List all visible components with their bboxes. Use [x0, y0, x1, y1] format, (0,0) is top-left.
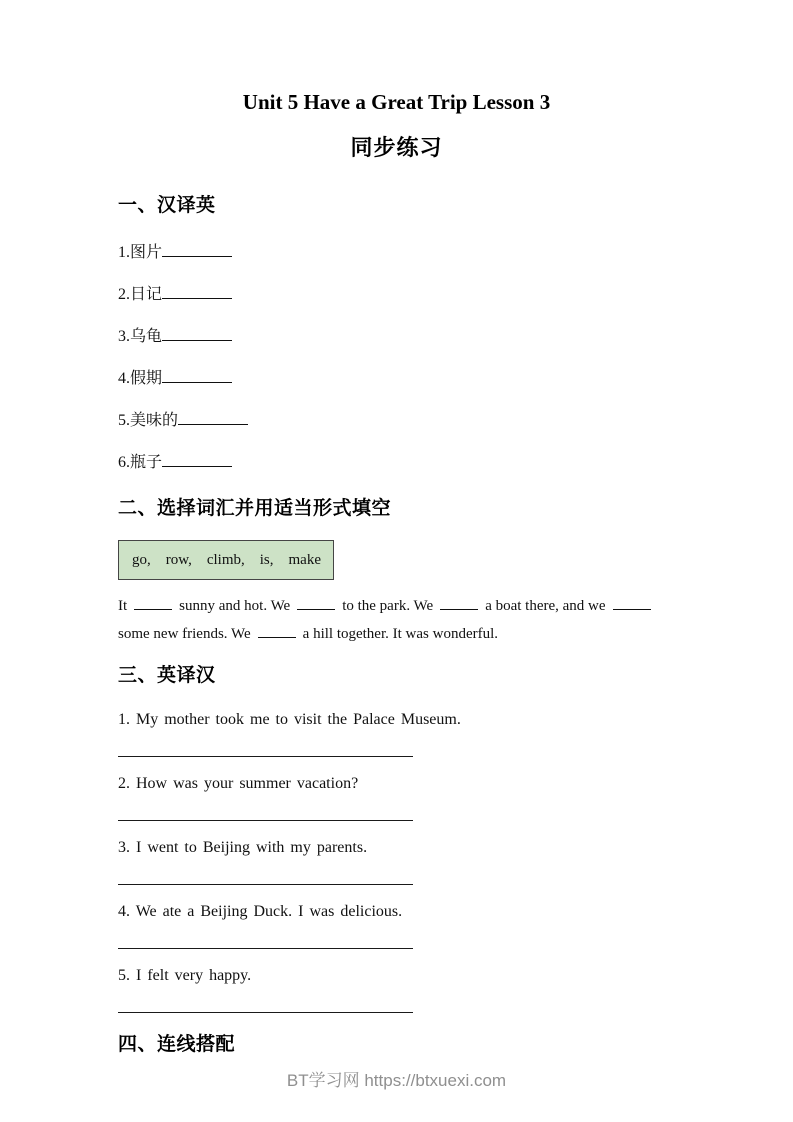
answer-blank-1: [162, 241, 232, 257]
cloze-paragraph: [118, 592, 675, 648]
translation-item-3-label: 3.乌龟: [118, 328, 163, 345]
answer-blank-4: [162, 367, 232, 383]
sentence-block-1: [118, 709, 675, 757]
english-sentences-list: [118, 709, 675, 1013]
translation-item-2-label: 2.日记: [118, 286, 163, 303]
sentence-block-4: [118, 901, 675, 949]
word-bank-box: [118, 540, 334, 580]
translation-item-5-label: 5.美味的: [118, 412, 179, 429]
answer-line-3: [118, 884, 413, 885]
translation-item-6: [118, 451, 675, 474]
english-sentence-2: 2. How was your summer vacation?: [118, 775, 359, 792]
answer-blank-6: [162, 451, 232, 467]
answer-line-2: [118, 820, 413, 821]
translation-item-4: [118, 367, 675, 390]
cloze-line-2: [118, 620, 675, 648]
answer-blank-2: [162, 283, 232, 299]
document-subtitle: 同步练习: [350, 135, 443, 160]
cloze-seg-0: It: [118, 598, 128, 614]
answer-line-1: [118, 756, 413, 757]
footer-link[interactable]: BT学习网 https://btxuexi.com: [286, 1071, 507, 1090]
translation-item-5: [118, 409, 675, 432]
english-sentence-1: 1. My mother took me to visit the Palace Museum.: [118, 711, 461, 728]
english-sentence-4: 4. We ate a Beijing Duck. I was delicious.: [118, 903, 403, 920]
translation-item-1: [118, 241, 675, 264]
sentence-block-2: [118, 773, 675, 821]
answer-line-5: [118, 1012, 413, 1013]
cloze-blank-2: [297, 596, 335, 610]
translation-items-list: [118, 241, 675, 474]
cloze-blank-1: [134, 596, 172, 610]
word-bank-words: go, row, climb, is, make: [132, 551, 322, 568]
english-sentence-3: 3. I went to Beijing with my parents.: [118, 839, 368, 856]
cloze-seg-5: a hill together. It was wonderful.: [302, 626, 499, 642]
answer-line-4: [118, 948, 413, 949]
translation-item-1-label: 1.图片: [118, 244, 163, 261]
english-sentence-5: 5. I felt very happy.: [118, 967, 252, 984]
section-1-heading: 一、汉译英: [118, 195, 216, 216]
cloze-seg-4: some new friends. We: [118, 626, 251, 642]
page-footer: [0, 1066, 793, 1091]
cloze-seg-2: to the park. We: [342, 598, 434, 614]
section-4-heading: 四、连线搭配: [118, 1034, 236, 1055]
sentence-block-5: [118, 965, 675, 1013]
cloze-seg-3: a boat there, and we: [485, 598, 606, 614]
translation-item-3: [118, 325, 675, 348]
answer-blank-3: [162, 325, 232, 341]
translation-item-2: [118, 283, 675, 306]
cloze-blank-5: [258, 624, 296, 638]
cloze-blank-3: [440, 596, 478, 610]
translation-item-6-label: 6.瓶子: [118, 454, 163, 471]
sentence-block-3: [118, 837, 675, 885]
cloze-line-1: [118, 592, 675, 620]
document-title: Unit 5 Have a Great Trip Lesson 3: [242, 90, 551, 114]
translation-item-4-label: 4.假期: [118, 370, 163, 387]
cloze-seg-1: sunny and hot. We: [179, 598, 291, 614]
section-2-heading: 二、选择词汇并用适当形式填空: [118, 498, 392, 519]
answer-blank-5: [178, 409, 248, 425]
section-3-heading: 三、英译汉: [118, 665, 216, 686]
cloze-blank-4: [613, 596, 651, 610]
